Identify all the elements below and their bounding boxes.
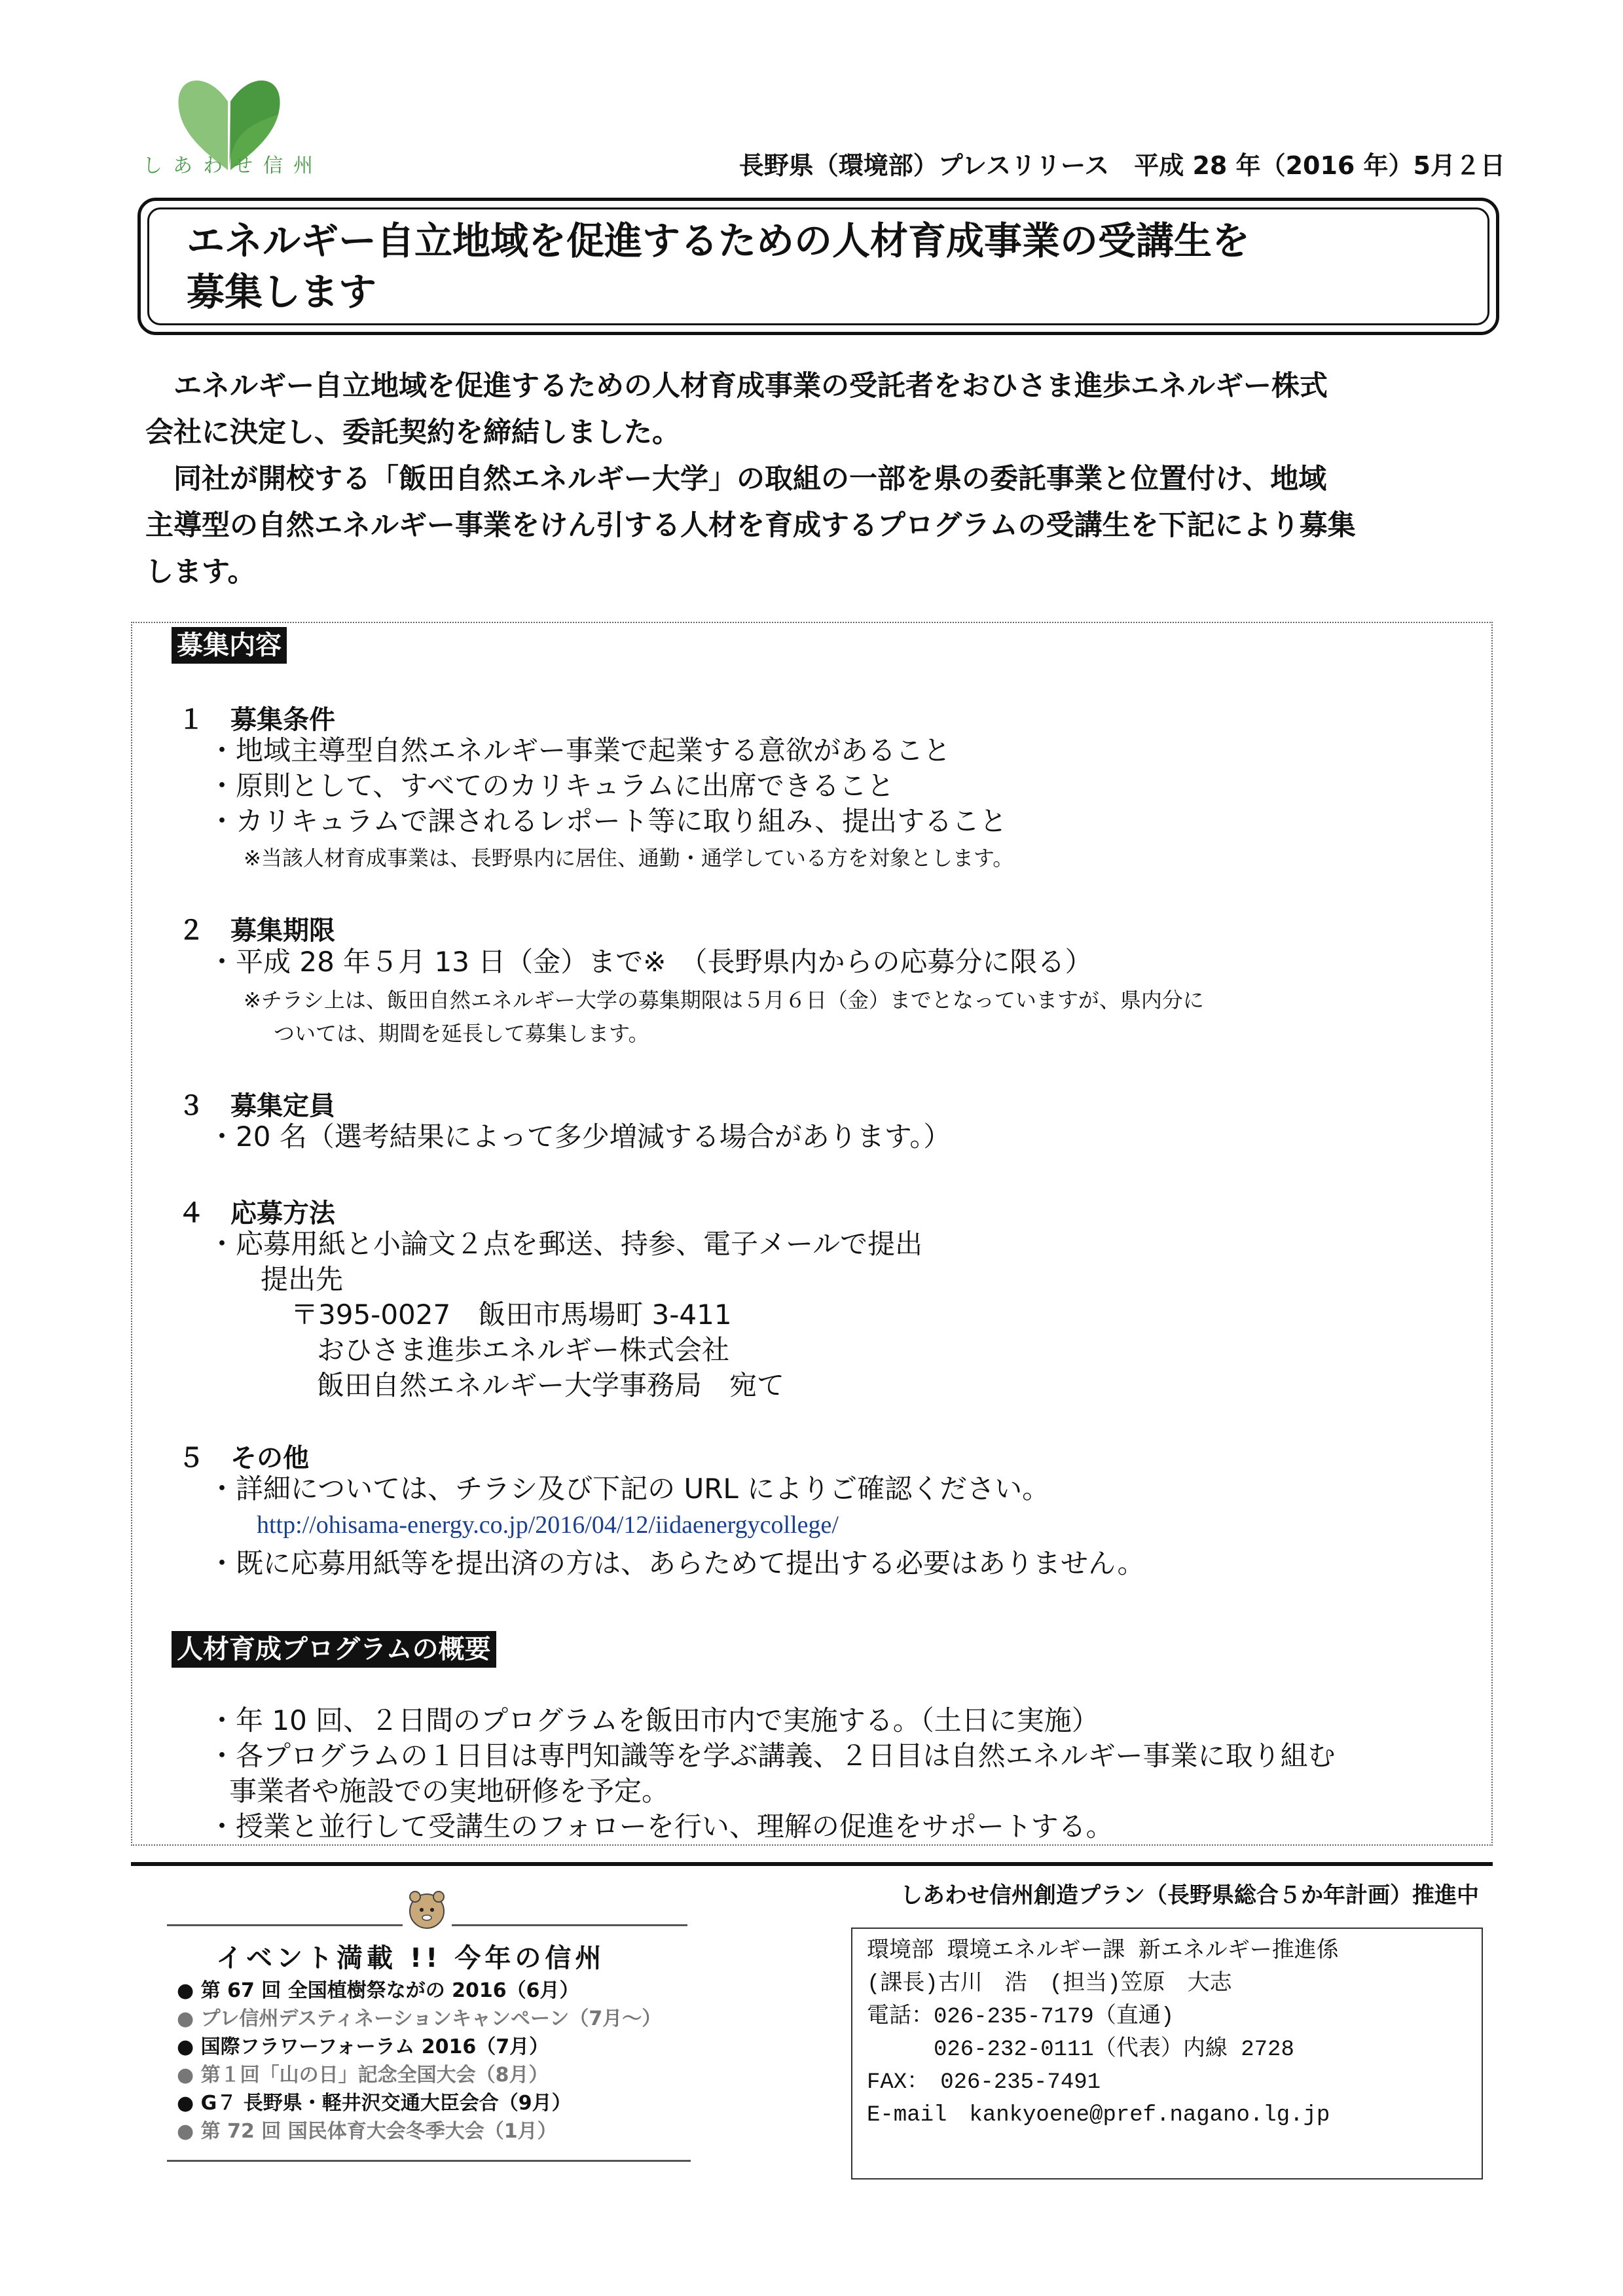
title-box <box>137 198 1499 335</box>
press-release-header: 長野県（環境部）プレスリリース 平成 28 年（2016 年）5月２日 <box>739 151 1505 180</box>
contact-email[interactable]: E-mail kankyoene@pref.nagano.lg.jp <box>867 2103 1330 2128</box>
event-item: ● 第 67 回 全国植樹祭ながの 2016（6月） <box>177 1979 579 2002</box>
section-5-bullet: ・既に応募用紙等を提出済の方は、あらためて提出する必要はありません。 <box>208 1547 1145 1579</box>
section-1-bullet: ・原則として、すべてのカリキュラムに出席できること <box>208 770 894 802</box>
submission-office: 飯田自然エネルギー大学事務局 宛て <box>317 1369 785 1401</box>
recruit-label: 募集内容 <box>172 627 287 664</box>
section-4-bullet: ・応募用紙と小論文２点を郵送、持参、電子メールで提出 <box>208 1228 923 1260</box>
event-item: ● 国際フラワーフォーラム 2016（7月） <box>177 2036 549 2058</box>
event-divider <box>167 1924 403 1926</box>
event-item: ● G７ 長野県・軽井沢交通大臣会合（9月） <box>177 2092 572 2115</box>
event-title: イベント満載 !! 今年の信州 <box>216 1943 606 1973</box>
section-1-bullet: ・カリキュラムで課されるレポート等に取り組み、提出すること <box>208 805 1008 837</box>
program-bullet-cont: 事業者や施設での実地研修を予定。 <box>229 1775 670 1807</box>
section-5-heading: ５ その他 <box>178 1443 309 1473</box>
title-line-1: エネルギー自立地域を促進するための人材育成事業の受講生を <box>187 219 1250 263</box>
details-url-link[interactable]: http://ohisama-energy.co.jp/2016/04/12/iidaenergycollege/ <box>257 1511 839 1539</box>
event-item: ● 第 72 回 国民体育大会冬季大会（1月） <box>177 2120 557 2143</box>
section-1-note: ※当該人材育成事業は、長野県内に居住、通勤・通学している方を対象とします。 <box>244 846 1014 870</box>
event-divider <box>167 2160 691 2162</box>
mascot-icon <box>406 1885 448 1932</box>
event-list <box>177 1977 661 2145</box>
intro-text <box>145 363 1494 596</box>
program-label: 人材育成プログラムの概要 <box>172 1631 496 1668</box>
intro-line: 主導型の自然エネルギー事業をけん引する人材を育成するプログラムの受講生を下記により募集 <box>145 509 1356 542</box>
event-divider <box>452 1924 687 1926</box>
contact-phone: 電話：026-235-7179（直通) <box>867 2005 1175 2030</box>
plan-promotion-text: しあわせ信州創造プラン（長野県総合５か年計画）推進中 <box>900 1882 1479 1909</box>
section-1-heading: １ 募集条件 <box>178 705 335 735</box>
logo-caption: しあわせ信州 <box>143 154 323 177</box>
section-4-heading: ４ 応募方法 <box>178 1198 335 1229</box>
contact-phone-main: 026-232-0111（代表）内線 2728 <box>867 2037 1294 2062</box>
event-item: ● 第１回「山の日」記念全国大会（8月） <box>177 2064 549 2087</box>
submission-address: 〒395-0027 飯田市馬場町 3-411 <box>291 1299 732 1331</box>
section-2-heading: ２ 募集期限 <box>178 916 335 946</box>
page-title <box>187 215 1463 317</box>
contact-box <box>851 1928 1483 2179</box>
section-3-bullet: ・20 名（選考結果によって多少増減する場合があります。） <box>208 1121 951 1153</box>
title-line-2: 募集します <box>187 270 377 314</box>
contact-fax: FAX： 026-235-7491 <box>867 2070 1101 2095</box>
intro-line: します。 <box>145 556 256 588</box>
contact-department: 環境部 環境エネルギー課 新エネルギー推進係 <box>867 1939 1339 1964</box>
footer-divider <box>131 1862 1493 1866</box>
event-item: ● プレ信州デスティネーションキャンペーン（7月～） <box>177 2007 662 2030</box>
program-bullet: ・授業と並行して受講生のフォローを行い、理解の促進をサポートする。 <box>208 1810 1114 1842</box>
contact-persons: (課長)古川 浩 (担当)笠原 大志 <box>867 1972 1232 1997</box>
program-bullet: ・年 10 回、２日間のプログラムを飯田市内で実施する。（土日に実施） <box>208 1704 1099 1736</box>
intro-line: エネルギー自立地域を促進するための人材育成事業の受託者をおひさま進歩エネルギー株式 <box>145 370 1328 403</box>
submission-company: おひさま進歩エネルギー株式会社 <box>317 1334 730 1366</box>
section-5-bullet: ・詳細については、チラシ及び下記の URL によりご確認ください。 <box>208 1473 1050 1505</box>
section-3-heading: ３ 募集定員 <box>178 1091 335 1121</box>
intro-line: 会社に決定し、委託契約を締結しました。 <box>145 416 680 449</box>
section-2-bullet: ・平成 28 年５月 13 日（金）まで※ （長野県内からの応募分に限る） <box>208 946 1093 978</box>
section-1-bullet: ・地域主導型自然エネルギー事業で起業する意欲があること <box>208 734 951 766</box>
section-2-note: ついては、期間を延長して募集します。 <box>274 1021 649 1046</box>
intro-line: 同社が開校する「飯田自然エネルギー大学」の取組の一部を県の委託事業と位置付け、地域 <box>145 463 1327 495</box>
section-2-note: ※チラシ上は、飯田自然エネルギー大学の募集期限は５月６日（金）までとなっていますが、県内分に <box>244 988 1204 1013</box>
program-bullet: ・各プログラムの１日目は専門知識等を学ぶ講義、２日目は自然エネルギー事業に取り組む <box>208 1740 1336 1772</box>
submission-label: 提出先 <box>261 1263 344 1295</box>
